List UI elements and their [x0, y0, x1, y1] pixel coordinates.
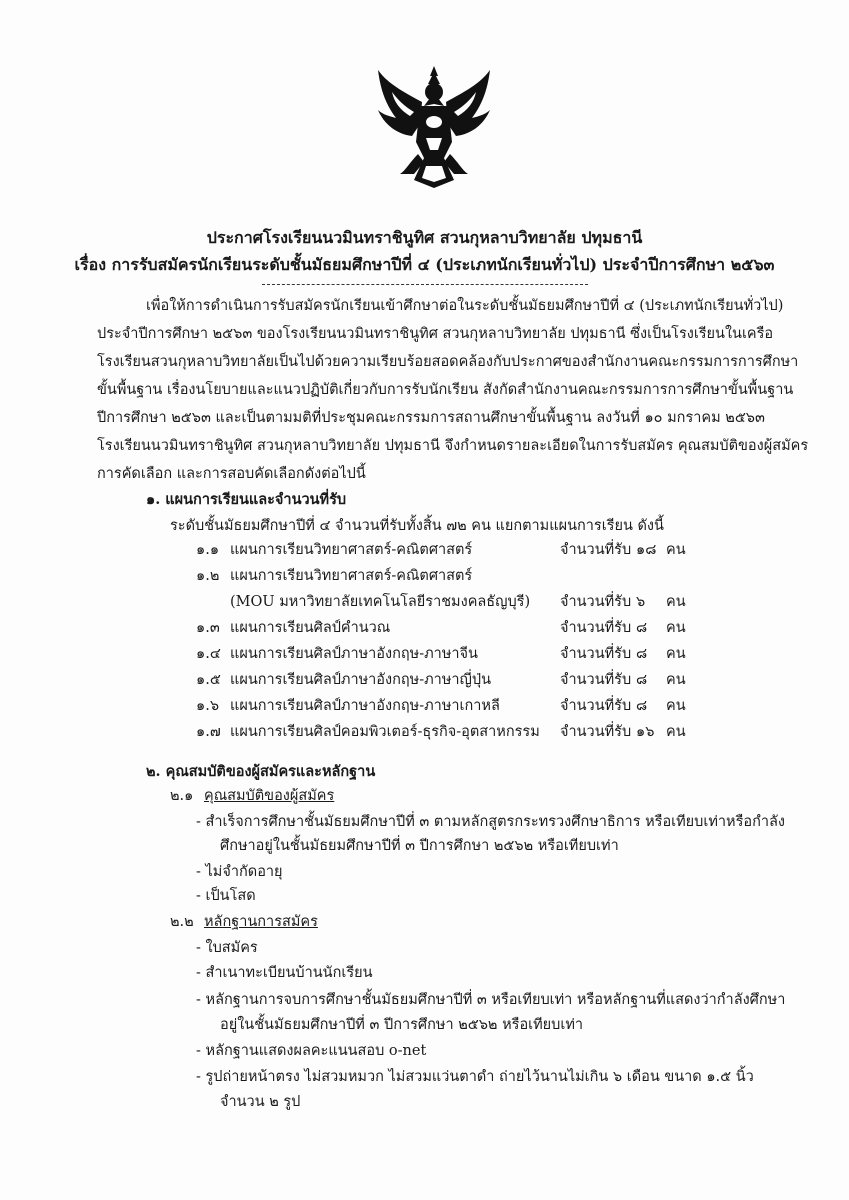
subsection-2-2-title: หลักฐานการสมัคร: [204, 914, 318, 930]
plan-count: ๑๘: [636, 542, 657, 558]
document-item: - รูปถ่ายหน้าตรง ไม่สวมหมวก ไม่สวมแว่นตาดำ ถ่ายไว้นานไม่เกิน ๖ เดือน ขนาด ๑.๕ นิ้ว: [196, 1069, 754, 1085]
plan-count-unit: คน: [666, 542, 686, 558]
plan-count: ๘: [636, 620, 648, 636]
plan-number: ๑.๑: [196, 542, 220, 558]
plan-name: แผนการเรียนศิลป์ภาษาอังกฤษ-ภาษาเกาหลี: [230, 698, 500, 714]
plan-name: แผนการเรียนศิลป์คำนวณ: [230, 620, 391, 636]
plan-count: ๘: [636, 672, 648, 688]
plan-count-unit: คน: [666, 698, 686, 714]
document-item: - ใบสมัคร: [196, 940, 258, 956]
garuda-emblem-icon: [374, 62, 494, 192]
plan-name: แผนการเรียนศิลป์ภาษาอังกฤษ-ภาษาจีน: [230, 646, 478, 662]
document-item: - สำเนาทะเบียนบ้านนักเรียน: [196, 965, 373, 981]
document-item: - หลักฐานการจบการศึกษาชั้นมัธยมศึกษาปีที่ ๓ หรือเทียบเท่า หรือหลักฐานที่แสดงว่ากำลังศึกษา: [196, 992, 786, 1008]
subsection-2-1-number: ๒.๑: [170, 788, 194, 804]
intro-line: โรงเรียนนวมินทราชินูทิศ สวนกุหลาบวิทยาลัย ปทุมธานี จึงกำหนดรายละเอียดในการรับสมัคร คุณสมบัติของผู้สมัคร: [97, 438, 809, 454]
document-subject: เรื่อง การรับสมัครนักเรียนระดับชั้นมัธยมศึกษาปีที่ ๔ (ประเภทนักเรียนทั่วไป) ประจำปีการศึกษา ๒๕๖๓: [74, 255, 775, 274]
plan-count-label: จำนวนที่รับ: [560, 724, 632, 740]
plan-count-label: จำนวนที่รับ: [560, 620, 632, 636]
intro-line: ปีการศึกษา ๒๕๖๓ และเป็นตามมติที่ประชุมคณะกรรมการสถานศึกษาขั้นพื้นฐาน ลงวันที่ ๑๐ มกราคม ๒๕๖๓: [97, 410, 765, 426]
section-1-heading: ๑. แผนการเรียนและจำนวนที่รับ: [146, 491, 347, 508]
plan-count-unit: คน: [666, 646, 686, 662]
plan-count-unit: คน: [666, 620, 686, 636]
plan-name: แผนการเรียนศิลป์คอมพิวเตอร์-ธุรกิจ-อุตสาหกรรม: [230, 724, 540, 740]
document-item: อยู่ในชั้นมัธยมศึกษาปีที่ ๓ ปีการศึกษา ๒๕๖๒ หรือเทียบเท่า: [220, 1017, 584, 1033]
plan-number: ๑.๔: [196, 646, 221, 662]
plan-count-unit: คน: [666, 672, 686, 688]
plan-number: ๑.๓: [196, 620, 220, 636]
intro-line: โรงเรียนสวนกุหลาบวิทยาลัยเป็นไปด้วยความเรียบร้อยสอดคล้องกับประกาศของสำนักงานคณะกรรมการการศึกษา: [97, 354, 799, 370]
plan-number: ๑.๒: [196, 568, 220, 584]
intro-line: ประจำปีการศึกษา ๒๕๖๓ ของโรงเรียนนวมินทราชินูทิศ สวนกุหลาบวิทยาลัย ปทุมธานี ซึ่งเป็นโรงเรียนในเครือ: [97, 326, 774, 342]
plan-name: แผนการเรียนวิทยาศาสตร์-คณิตศาสตร์: [230, 542, 473, 558]
plan-number: ๑.๗: [196, 724, 221, 740]
plan-number: ๑.๕: [196, 672, 221, 688]
section-2-heading: ๒. คุณสมบัติของผู้สมัครและหลักฐาน: [146, 763, 376, 780]
intro-line: เพื่อให้การดำเนินการรับสมัครนักเรียนเข้าศึกษาต่อในระดับชั้นมัธยมศึกษาปีที่ ๔ (ประเภทนักเรียนทั่วไป): [146, 298, 784, 314]
plan-count-label: จำนวนที่รับ: [560, 672, 632, 688]
document-item: - หลักฐานแสดงผลคะแนนสอบ o-net: [196, 1043, 427, 1059]
plan-count-label: จำนวนที่รับ: [560, 646, 632, 662]
document-title: ประกาศโรงเรียนนวมินทราชินูทิศ สวนกุหลาบวิทยาลัย ปทุมธานี: [206, 228, 643, 247]
plan-count: ๖: [636, 594, 646, 610]
plan-count-label: จำนวนที่รับ: [560, 698, 632, 714]
plan-name: แผนการเรียนวิทยาศาสตร์-คณิตศาสตร์: [230, 568, 473, 584]
title-divider: [262, 284, 588, 285]
intro-line: การคัดเลือก และการสอบคัดเลือกดังต่อไปนี้: [97, 466, 366, 482]
plan-count-unit: คน: [666, 594, 686, 610]
subsection-2-2-number: ๒.๒: [170, 914, 194, 930]
plan-count-unit: คน: [666, 724, 686, 740]
plan-number: ๑.๖: [196, 698, 220, 714]
section-1-summary: ระดับชั้นมัธยมศึกษาปีที่ ๔ จำนวนที่รับทั้งสิ้น ๗๒ คน แยกตามแผนการเรียน ดังนี้: [170, 518, 664, 534]
plan-name: แผนการเรียนศิลป์ภาษาอังกฤษ-ภาษาญี่ปุ่น: [230, 672, 491, 688]
plan-count-label: จำนวนที่รับ: [560, 594, 632, 610]
plan-count-label: จำนวนที่รับ: [560, 542, 632, 558]
plan-count: ๑๖: [636, 724, 655, 740]
plan-note: (MOU มหาวิทยาลัยเทคโนโลยีราชมงคลธัญบุรี): [230, 594, 531, 610]
plan-count: ๘: [636, 646, 648, 662]
document-item: จำนวน ๒ รูป: [220, 1094, 301, 1110]
qualification-item: ศึกษาอยู่ในชั้นมัธยมศึกษาปีที่ ๓ ปีการศึกษา ๒๕๖๒ หรือเทียบเท่า: [220, 838, 619, 854]
intro-line: ขั้นพื้นฐาน เรื่องนโยบายและแนวปฏิบัติเกี่ยวกับการรับนักเรียน สังกัดสำนักงานคณะกรรมการการศึกษาขั้นพื้นฐาน: [97, 382, 794, 398]
qualification-item: - สำเร็จการศึกษาชั้นมัธยมศึกษาปีที่ ๓ ตามหลักสูตรกระทรวงศึกษาธิการ หรือเทียบเท่าหรือกำลัง: [196, 814, 785, 830]
qualification-item: - เป็นโสด: [196, 888, 256, 904]
subsection-2-1-title: คุณสมบัติของผู้สมัคร: [204, 788, 335, 804]
plan-count: ๘: [636, 698, 648, 714]
qualification-item: - ไม่จำกัดอายุ: [196, 864, 283, 880]
